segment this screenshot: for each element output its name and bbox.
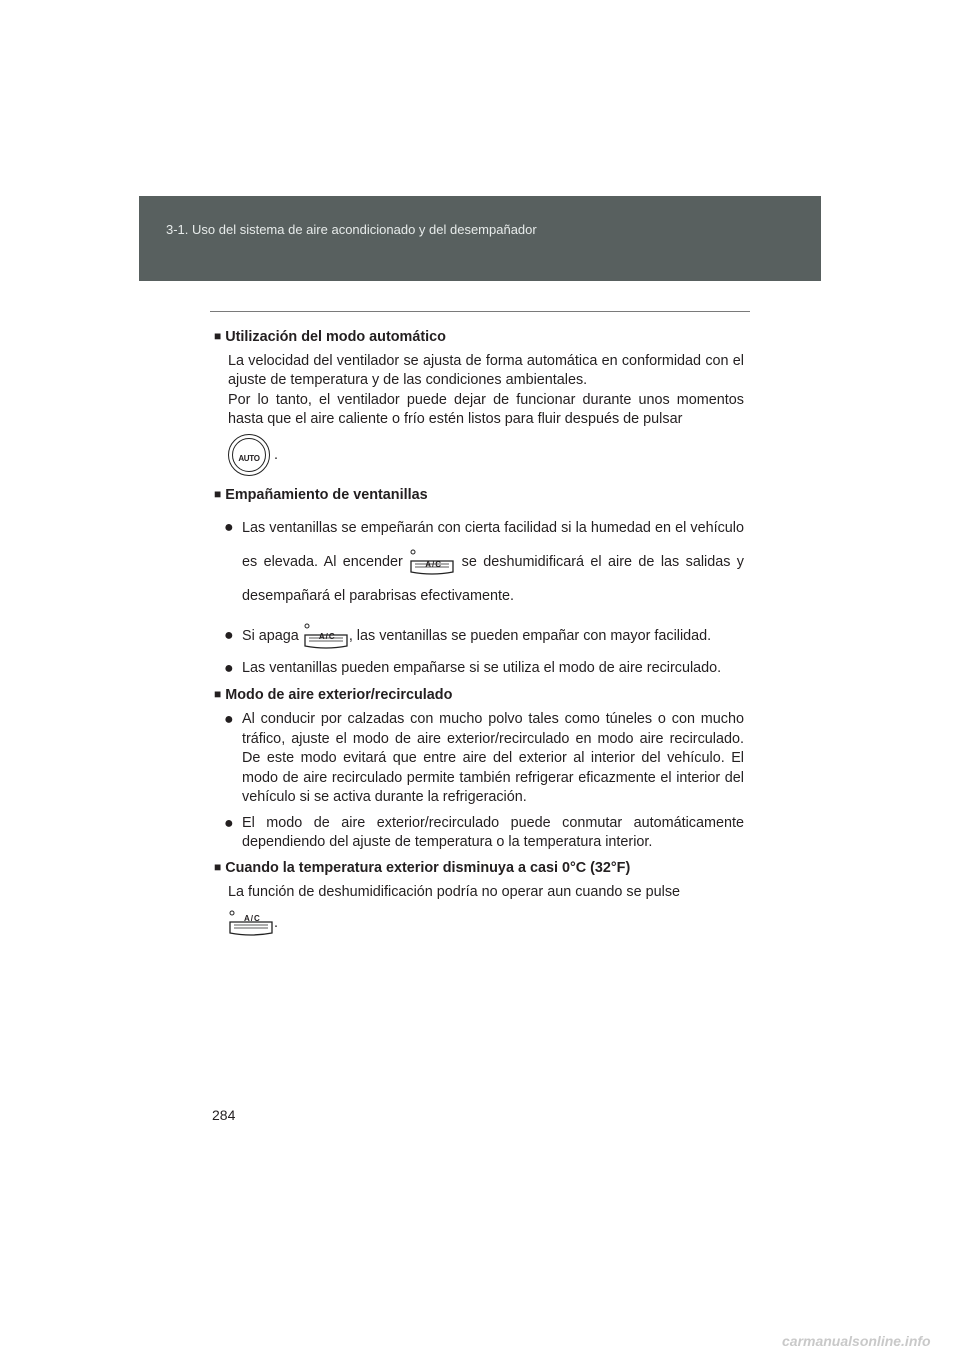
page-number: 284 [212, 1107, 236, 1123]
chapter-title: 3-1. Uso del sistema de aire acondicionado y del desempañador [166, 222, 537, 237]
section-title-low-temperature: ■ Cuando la temperatura exterior disminuya a casi 0°C (32°F) [214, 859, 631, 876]
square-bullet-icon: ■ [214, 686, 222, 701]
chapter-header [139, 196, 821, 281]
bullet-icon: ● [224, 660, 234, 677]
bullet-icon: ● [224, 627, 234, 644]
ac-button-icon: A/C [228, 909, 274, 937]
square-bullet-icon: ■ [214, 486, 222, 501]
list-item: ● Si apaga A/C , las ventanillas se pueden empañar con mayor facilidad. [242, 621, 744, 651]
ac-button-icon: A/C [303, 622, 349, 650]
bullet-icon: ● [224, 519, 234, 536]
watermark: carmanualsonline.info [782, 1333, 931, 1349]
section-title-auto-mode: ■ Utilización del modo automático [214, 329, 446, 345]
divider [210, 311, 750, 312]
ac-button-icon: A/C [409, 548, 455, 576]
bullet-icon: ● [224, 814, 234, 832]
square-bullet-icon: ■ [214, 859, 222, 874]
section-title-air-mode: ■ Modo de aire exterior/recirculado [214, 686, 453, 703]
auto-icon-line: AUTO . [228, 434, 744, 480]
page-content [214, 328, 744, 937]
ac-icon-line: A/C . [228, 909, 744, 937]
list-item: ● Las ventanillas se empeñarán con cierta facilidad si la humedad en el vehículo es elevada. Al encender A/C se deshumidificará el aire de las salidas y desempañará el parabrisas efectivamente. [242, 511, 744, 613]
paragraph: La función de deshumidificación podría no operar aun cuando se pulse [228, 884, 681, 900]
square-bullet-icon: ■ [214, 329, 222, 343]
section-title-window-fogging: ■ Empañamiento de ventanillas [214, 486, 428, 503]
list-item: ● Al conducir por calzadas con mucho polvo tales como túneles o con mucho tráfico, ajuste el modo de aire exterior/recirculado en modo aire recirculado. De este modo evitará que entre aire del exterior al interior del vehículo. El modo de aire recirculado permite también refrigerar eficazmente el interior del vehículo si se activa durante la refrigeración. [224, 711, 744, 805]
auto-button-icon: AUTO [228, 434, 270, 476]
paragraph: La velocidad del ventilador se ajusta de forma automática en conformidad con el ajuste de temperatura y de las condiciones ambientales. Por lo tanto, el ventilador puede dejar de funcionar durante unos momentos hasta que el aire caliente o frío estén listos para fluir después de pulsar [228, 352, 744, 427]
list-item: ● Las ventanillas pueden empañarse si se utiliza el modo de aire recirculado. [224, 660, 722, 677]
list-item: ● El modo de aire exterior/recirculado puede conmutar automáticamente dependiendo del ajuste de temperatura o la temperatura interior. [224, 814, 744, 850]
bullet-icon: ● [224, 711, 234, 728]
